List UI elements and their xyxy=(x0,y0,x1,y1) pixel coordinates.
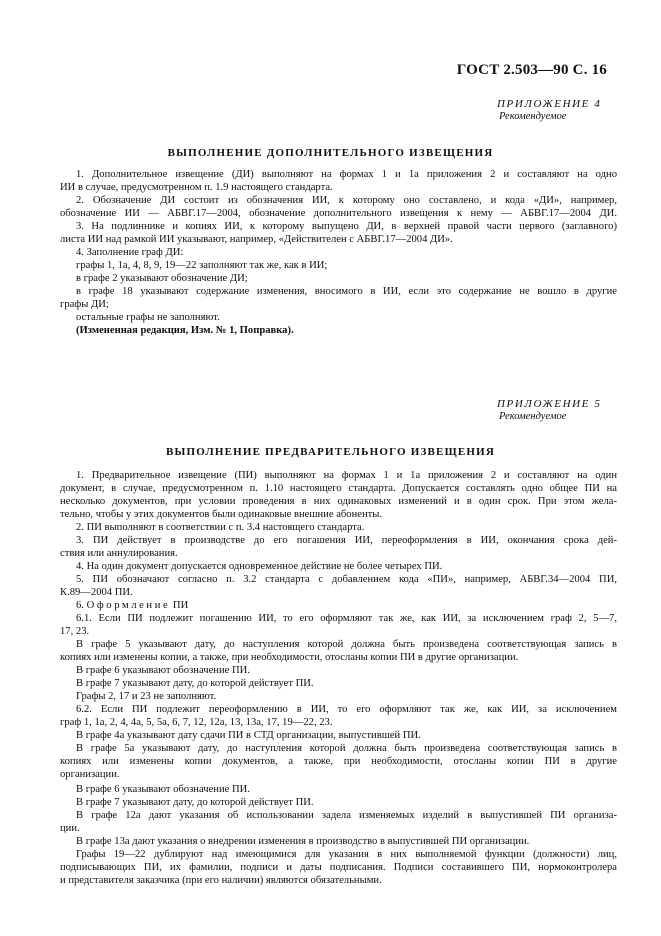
paragraph-line: 1. Дополнительное извещение (ДИ) выполняют на формах 1 и 1а приложения 2 и составляют на одно xyxy=(76,169,617,180)
paragraph-line: копиях или изменены копии документов, а также, при необходимости, отосланы копии ПИ в другие xyxy=(60,756,617,767)
paragraph-line: 5. ПИ обозначают согласно п. 3.2 стандарта с добавлением кода «ПИ», например, АБВГ.34—2004 ПИ, xyxy=(76,574,617,585)
paragraph-line: В графе 6 указывают обозначение ПИ. xyxy=(76,784,250,795)
paragraph-line: В графе 7 указывают дату, до которой действует ПИ. xyxy=(76,797,314,808)
paragraph-line: 17, 23. xyxy=(60,626,90,637)
paragraph-line: тельно, чтобы у этих документов были одинаковые внешние абоненты. xyxy=(60,509,383,520)
paragraph-line: В графе 7 указывают дату, до которой действует ПИ. xyxy=(76,678,314,689)
paragraph-line: подписывающих ПИ, их фамилии, подписи и даты подписания. Подписи составившего ПИ, нормоконтролера xyxy=(60,862,617,873)
paragraph-line: листа ИИ над рамкой ИИ указывают, например, «Действителен с АБВГ.17—2004 ДИ». xyxy=(60,234,453,245)
paragraph-line: графы 1, 1а, 4, 8, 9, 19—22 заполняют так же, как в ИИ; xyxy=(76,260,328,271)
page-header: ГОСТ 2.503—90 С. 16 xyxy=(456,62,607,78)
paragraph-line: В графе 6 указывают обозначение ПИ. xyxy=(76,665,250,676)
paragraph-line: ции. xyxy=(60,823,80,834)
paragraph-line: графы ДИ; xyxy=(60,299,109,310)
section-heading-suffix: ПИ xyxy=(170,600,189,611)
paragraph-line: 4. На один документ допускается одновременное действие не более четырех ПИ. xyxy=(76,561,443,572)
paragraph-line: 2. ПИ выполняют в соответствии с п. 3.4 настоящего стандарта. xyxy=(76,522,365,533)
paragraph-line: ИИ в случае, предусмотренном п. 1.9 настоящего стандарта. xyxy=(60,182,333,193)
paragraph-line: 6.2. Если ПИ подлежит переоформлению в ИИ, то его оформляют так же, как ИИ, за исключением xyxy=(76,704,617,715)
paragraph-line: копиях или изменены копии, а также, при необходимости, отосланы копии ПИ в другие организации. xyxy=(60,652,519,663)
paragraph-line: В графе 5 указывают дату, до наступления которой должна быть произведена соответствующая запись в xyxy=(76,639,617,650)
paragraph-line: 3. ПИ действует в производстве до его погашения ИИ, переоформления в ИИ, окончания срока дей- xyxy=(76,535,617,546)
paragraph-line: организации. xyxy=(60,769,120,780)
paragraph-line: 2. Обозначение ДИ состоит из обозначения ИИ, к которому оно составлено, и кода «ДИ», например, xyxy=(76,195,617,206)
amendment-note: (Измененная редакция, Изм. № 1, Поправка). xyxy=(76,325,294,336)
paragraph-line: В графе 12а дают указания об использовании задела изменяемых изделий в выпустившей ПИ организа- xyxy=(76,810,617,821)
paragraph-line: 4. Заполнение граф ДИ: xyxy=(76,247,184,258)
appendix-5-label: ПРИЛОЖЕНИЕ 5 xyxy=(497,398,602,410)
paragraph-line: В графе 13а дают указания о внедрении изменения в производство в выпустившей ПИ организации. xyxy=(76,836,530,847)
paragraph-line: Графы 2, 17 и 23 не заполняют. xyxy=(76,691,217,702)
appendix-4-status: Рекомендуемое xyxy=(499,111,567,122)
paragraph-line: 6.1. Если ПИ подлежит погашению ИИ, то его оформляют так же, как ИИ, за исключением граф 2, 5—7, xyxy=(76,613,617,624)
appendix-5-status: Рекомендуемое xyxy=(499,411,567,422)
paragraph-line: Графы 19—22 дублируют над имеющимися для указания в них выполняемой функции (должности) лиц, xyxy=(76,849,617,860)
paragraph-line: 1. Предварительное извещение (ПИ) выполняют на формах 1 и 1а приложения 2 и составляют на один xyxy=(76,470,617,481)
paragraph-line: граф 1, 1а, 2, 4, 4а, 5, 5а, 6, 7, 12, 12а, 13, 13а, 17, 19—22, 23. xyxy=(60,717,333,728)
paragraph-line: несколько документов, при условии проведения в них одинаковых изменений и в один срок. При этом жела- xyxy=(60,496,617,507)
paragraph-line: в графе 18 указывают содержание изменения, вносимого в ИИ, если это содержание не вошло в другие xyxy=(76,286,617,297)
paragraph-line: в графе 2 указывают обозначение ДИ; xyxy=(76,273,248,284)
paragraph-line: остальные графы не заполняют. xyxy=(76,312,220,323)
section-heading-spaced: Оформление xyxy=(86,600,171,611)
appendix-5-title: ВЫПОЛНЕНИЕ ПРЕДВАРИТЕЛЬНОГО ИЗВЕЩЕНИЯ xyxy=(165,446,496,458)
paragraph-line: документ, в случае, предусмотренном п. 1.10 настоящего стандарта. Допускается составлять одно общее ПИ на xyxy=(60,483,617,494)
paragraph-line: 3. На подлиннике и копиях ИИ, к которому выпущено ДИ, в верхней правой части первого (заглавного) xyxy=(76,221,617,232)
section-heading-line xyxy=(76,600,188,612)
appendix-4-title: ВЫПОЛНЕНИЕ ДОПОЛНИТЕЛЬНОГО ИЗВЕЩЕНИЯ xyxy=(167,147,494,159)
paragraph-line: ствия или аннулирования. xyxy=(60,548,178,559)
paragraph-line: К.89—2004 ПИ. xyxy=(60,587,133,598)
paragraph-line: обозначение ИИ — АБВГ.17—2004, обозначение дополнительного извещения к нему — АБВГ.17—2004 ДИ. xyxy=(60,208,617,219)
paragraph-line: и представителя заказчика (при его наличии) являются обязательными. xyxy=(60,875,382,886)
paragraph-line: В графе 4а указывают дату сдачи ПИ в СТД организации, выпустившей ПИ. xyxy=(76,730,421,741)
appendix-4-label: ПРИЛОЖЕНИЕ 4 xyxy=(497,98,602,110)
paragraph-line: В графе 5а указывают дату, до наступления которой должна быть произведена соответствующая запись в xyxy=(76,743,617,754)
section-number: 6. xyxy=(76,600,87,611)
